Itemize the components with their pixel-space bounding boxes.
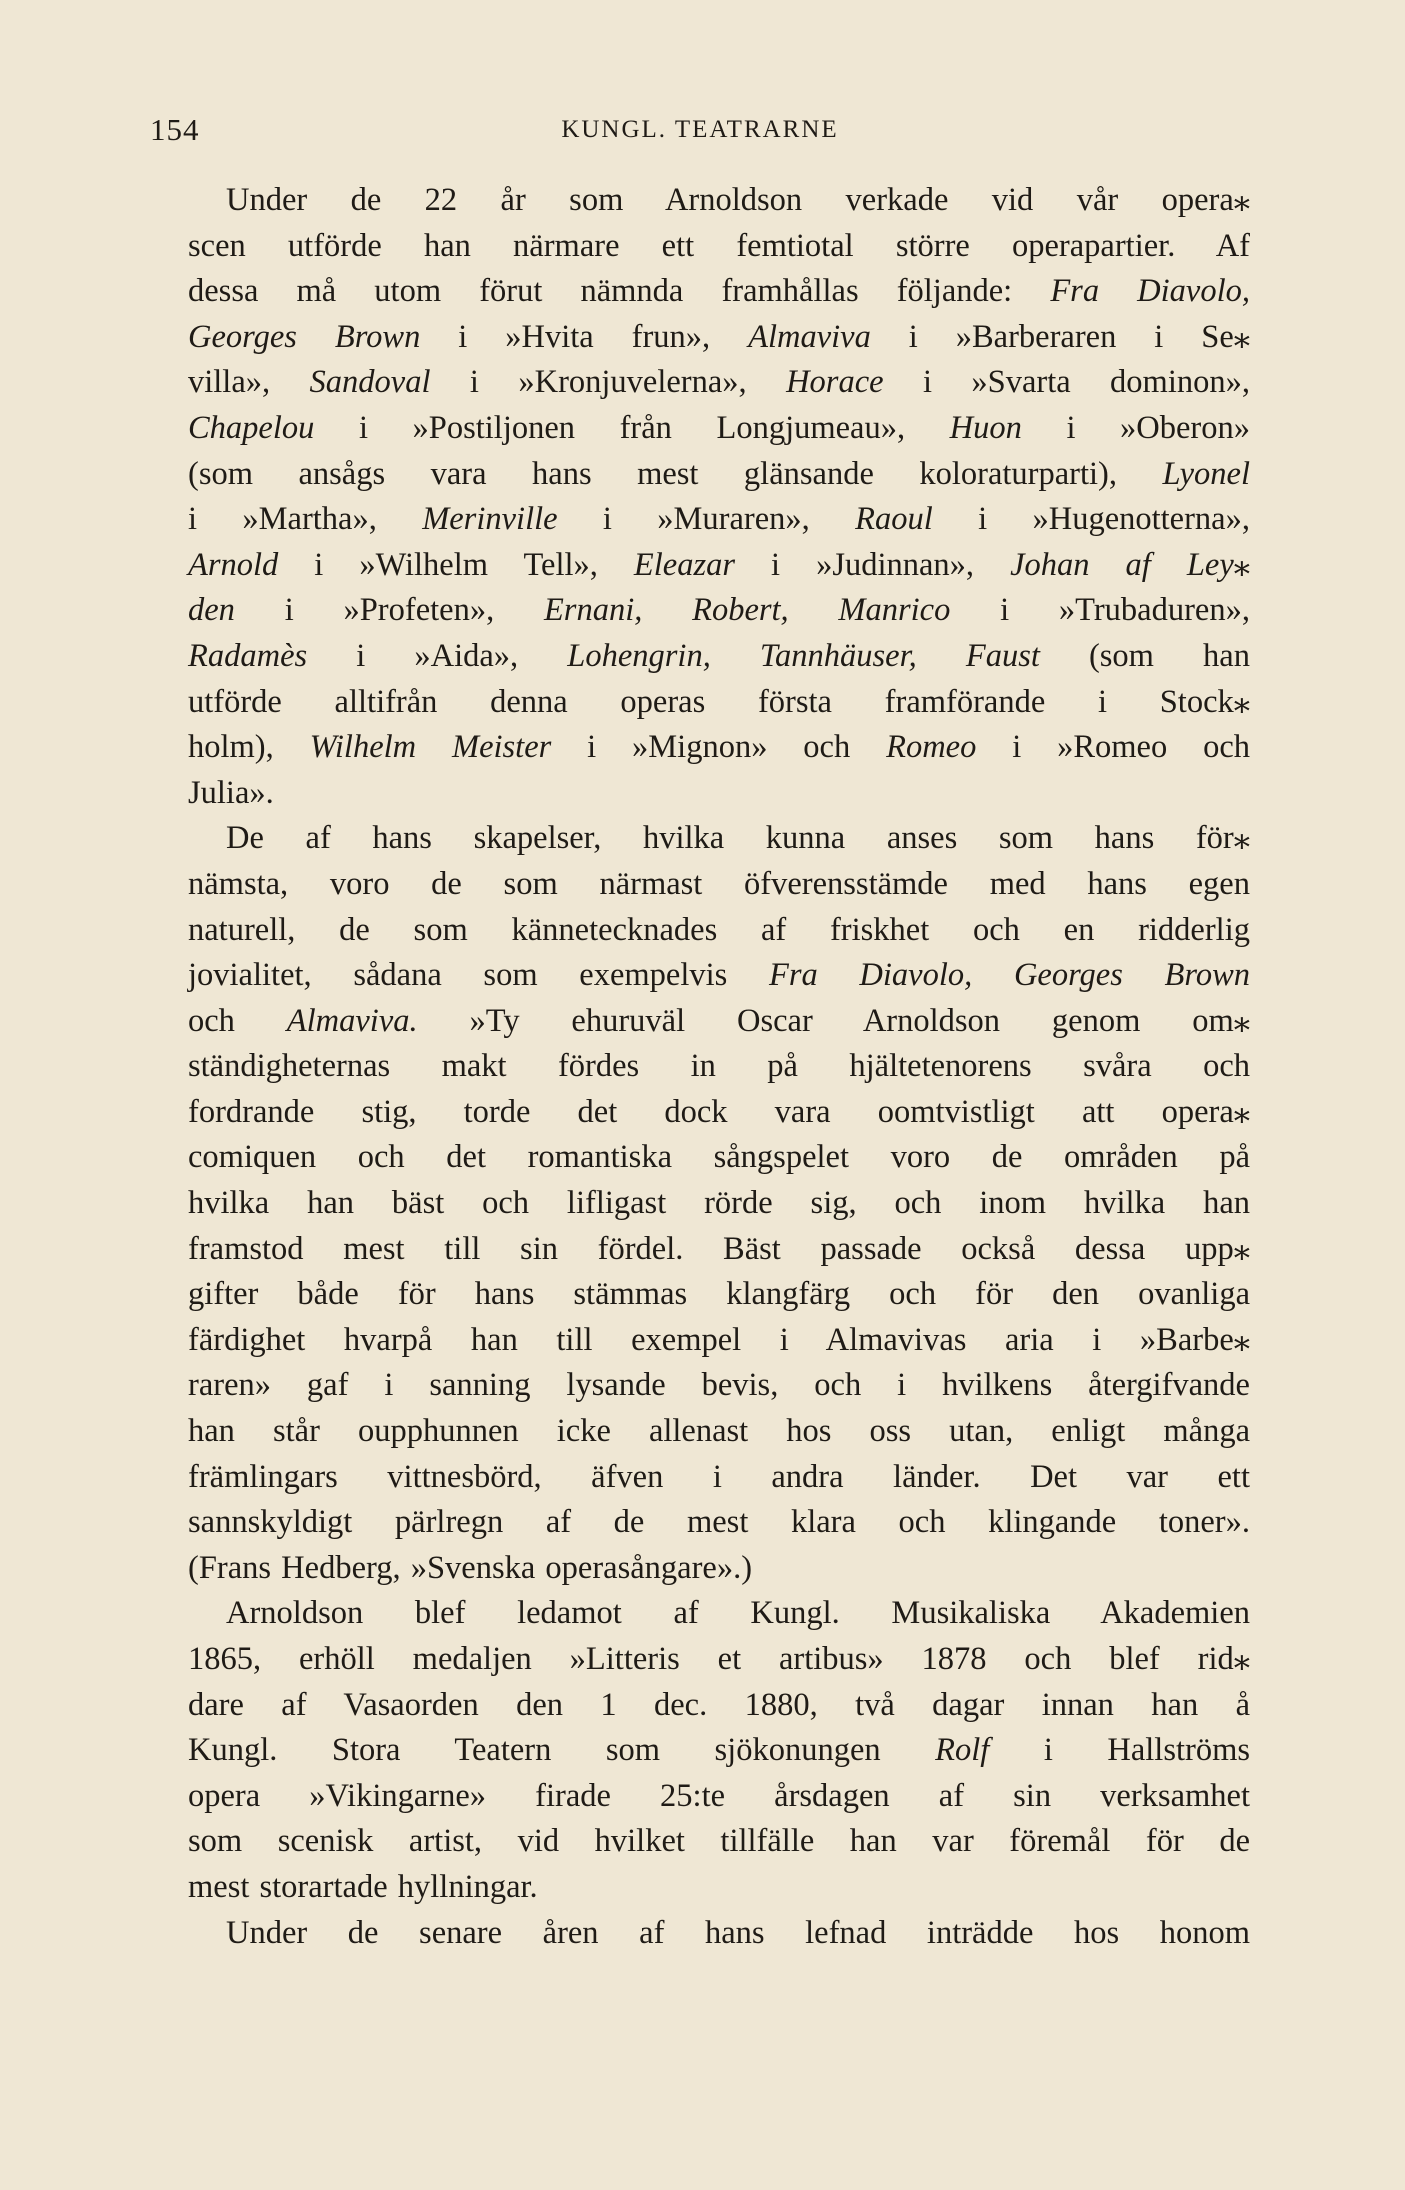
text-line (188, 178, 1250, 224)
italic-role-name: Romeo (886, 729, 977, 766)
italic-role-name: Ernani, Robert, Manrico (543, 592, 951, 629)
text-segment: i »Oberon» (1021, 409, 1250, 446)
text-line (188, 816, 1250, 862)
text-line (188, 1819, 1250, 1865)
text-line (188, 1637, 1250, 1683)
text-line (188, 1591, 1250, 1637)
text-line (188, 1135, 1250, 1181)
text-line (188, 862, 1250, 908)
italic-role-name: Huon (949, 409, 1022, 446)
text-segment: i »Martha», (188, 501, 423, 538)
italic-role-name: Almaviva (748, 318, 871, 355)
text-segment: dare af Vasaorden den 1 dec. 1880, två dagar innan han å (188, 1686, 1250, 1723)
text-segment: främlingars vittnesbörd, äfven i andra länder. Det var ett (188, 1458, 1250, 1495)
italic-role-name: Raoul (855, 501, 933, 538)
text-segment: De af hans skapelser, hvilka kunna anses som hans för⁎ (226, 820, 1250, 857)
text-segment: i »Barberaren i Se⁎ (870, 318, 1250, 355)
text-segment: som scenisk artist, vid hvilket tillfälle han var föremål för de (188, 1823, 1250, 1860)
text-line (188, 680, 1250, 726)
text-segment: (som ansågs vara hans mest glänsande koloraturparti), (188, 455, 1163, 492)
body-text (188, 178, 1250, 1956)
text-segment: färdighet hvarpå han till exempel i Almavivas aria i »Barbe⁎ (188, 1321, 1250, 1358)
text-segment: i »Wilhelm Tell», (278, 546, 634, 583)
text-line (188, 1728, 1250, 1774)
text-segment: i »Postiljonen från Longjumeau», (314, 409, 950, 446)
text-segment: scen utförde han närmare ett femtiotal större operapartier. Af (188, 227, 1250, 264)
text-line (188, 1500, 1250, 1546)
text-segment: i »Mignon» och (551, 729, 887, 766)
text-segment: i »Aida», (307, 637, 568, 674)
italic-role-name: Almaviva. (286, 1002, 418, 1039)
text-line (188, 1911, 1250, 1957)
text-segment: gifter både för hans stämmas klangfärg och för den ovanliga (188, 1276, 1250, 1313)
italic-role-name: Wilhelm Meister (309, 729, 552, 766)
text-segment: Arnoldson blef ledamot af Kungl. Musikaliska Akademien (226, 1595, 1250, 1632)
text-segment: villa», (188, 364, 310, 401)
text-line (188, 908, 1250, 954)
text-segment: ständigheternas makt fördes in på hjältetenorens svåra och (188, 1048, 1250, 1085)
text-line (188, 406, 1250, 452)
text-line (188, 1044, 1250, 1090)
text-line (188, 588, 1250, 634)
text-line (188, 999, 1250, 1045)
text-line (188, 1363, 1250, 1409)
text-segment: Under de senare åren af hans lefnad inträdde hos honom (226, 1914, 1250, 1951)
text-line (188, 725, 1250, 771)
italic-role-name: Horace (786, 364, 884, 401)
text-segment: han står oupphunnen icke allenast hos oss utan, enligt många (188, 1413, 1250, 1450)
text-segment: opera »Vikingarne» firade 25:te årsdagen af sin verksamhet (188, 1777, 1250, 1814)
text-line (188, 1227, 1250, 1273)
text-line (188, 1409, 1250, 1455)
italic-role-name: Chapelou (188, 409, 315, 446)
text-segment: (Frans Hedberg, »Svenska operasångare».) (188, 1549, 753, 1586)
text-line (188, 269, 1250, 315)
text-segment: i »Profeten», (234, 592, 544, 629)
italic-role-name: Georges Brown (188, 318, 421, 355)
italic-role-name: Arnold (188, 546, 279, 583)
text-segment: Under de 22 år som Arnoldson verkade vid vår opera⁎ (226, 182, 1250, 218)
text-line (188, 360, 1250, 406)
text-line (188, 1455, 1250, 1501)
text-segment: och (188, 1002, 287, 1039)
text-line (188, 452, 1250, 498)
text-segment: holm), (188, 729, 310, 766)
text-segment: i »Romeo och (976, 729, 1250, 766)
text-segment: Julia». (188, 774, 274, 811)
text-segment: i »Muraren», (557, 501, 856, 538)
text-segment: jovialitet, sådana som exempelvis (188, 957, 769, 994)
text-segment: i »Hugenotterna», (932, 501, 1250, 538)
text-segment: i »Kronjuvelerna», (430, 364, 787, 401)
text-segment: Kungl. Stora Teatern som sjökonungen (188, 1732, 936, 1769)
page-number: 154 (150, 112, 200, 147)
italic-role-name: Fra Diavolo, Georges Brown (769, 957, 1251, 994)
text-segment: mest storartade hyllningar. (188, 1868, 538, 1905)
text-segment: i »Judinnan», (735, 546, 1011, 583)
text-segment: i Hallströms (989, 1732, 1250, 1769)
text-segment: i »Svarta dominon», (883, 364, 1250, 401)
text-line (188, 1318, 1250, 1364)
text-segment: comiquen och det romantiska sångspelet voro de områden på (188, 1139, 1250, 1176)
text-line (188, 634, 1250, 680)
text-segment: naturell, de som kännetecknades af friskhet och en ridderlig (188, 911, 1250, 948)
italic-role-name: Merinville (422, 501, 558, 538)
text-line (188, 1272, 1250, 1318)
text-segment: dessa må utom förut nämnda framhållas följande: (188, 273, 1051, 310)
italic-role-name: Lohengrin, Tannhäuser, Faust (567, 637, 1040, 674)
running-head: KUNGL. TEATRARNE (561, 116, 839, 143)
text-line (188, 1865, 1250, 1911)
text-segment: raren» gaf i sanning lysande bevis, och i hvilkens återgifvande (188, 1367, 1250, 1404)
page-header (150, 112, 1250, 152)
text-segment: i »Trubaduren», (950, 592, 1250, 629)
text-segment: (som han (1039, 637, 1250, 674)
text-segment: hvilka han bäst och lifligast rörde sig, och inom hvilka han (188, 1185, 1250, 1222)
text-line (188, 1181, 1250, 1227)
text-line (188, 224, 1250, 270)
text-segment: fordrande stig, torde det dock vara oomtvistligt att opera⁎ (188, 1093, 1250, 1130)
text-line (188, 1683, 1250, 1729)
text-line (188, 1546, 1250, 1592)
text-line (188, 543, 1250, 589)
text-segment: »Ty ehuruväl Oscar Arnoldson genom om⁎ (417, 1002, 1250, 1039)
italic-role-name: Lyonel (1162, 455, 1250, 492)
text-line (188, 771, 1250, 817)
text-segment: nämsta, voro de som närmast öfverensstämde med hans egen (188, 865, 1250, 902)
text-segment: framstod mest till sin fördel. Bäst passade också dessa upp⁎ (188, 1230, 1250, 1267)
text-line (188, 497, 1250, 543)
text-segment: i »Hvita frun», (420, 318, 749, 355)
text-line (188, 953, 1250, 999)
text-line (188, 1774, 1250, 1820)
italic-role-name: Johan af Ley⁎ (1010, 546, 1250, 583)
italic-role-name: Eleazar (633, 546, 736, 583)
text-line (188, 1090, 1250, 1136)
text-segment: 1865, erhöll medaljen »Litteris et artibus» 1878 och blef rid⁎ (188, 1641, 1250, 1677)
italic-role-name: den (188, 592, 235, 629)
italic-role-name: Fra Diavolo, (1050, 273, 1250, 310)
text-segment: utförde alltifrån denna operas första framförande i Stock⁎ (188, 683, 1250, 720)
text-line (188, 315, 1250, 361)
italic-role-name: Rolf (935, 1732, 990, 1769)
text-segment: sannskyldigt pärlregn af de mest klara och klingande toner». (188, 1504, 1250, 1541)
italic-role-name: Radamès (188, 637, 308, 674)
italic-role-name: Sandoval (309, 364, 431, 401)
